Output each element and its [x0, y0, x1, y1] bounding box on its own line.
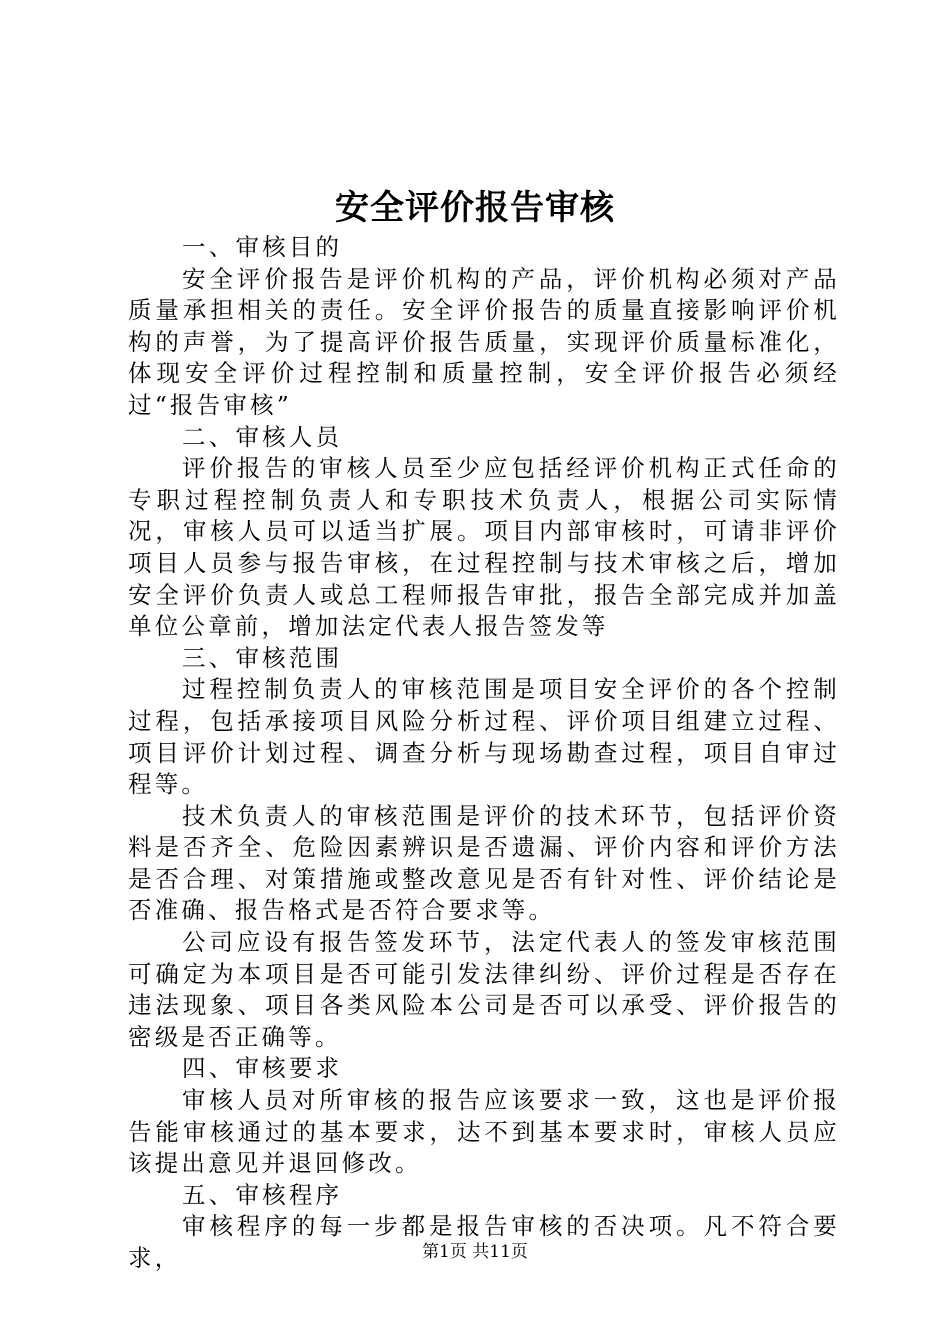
- paragraph-procedure: 审核程序的每一步都是报告审核的否决项。凡不符合要求，: [128, 1212, 840, 1272]
- section-heading-personnel: 二、审核人员: [182, 422, 343, 451]
- section-heading-procedure: 五、审核程序: [182, 1180, 343, 1209]
- paragraph-personnel: 评价报告的审核人员至少应包括经评价机构正式任命的专职过程控制负责人和专职技术负责人，根据公司实际情况，审核人员可以适当扩展。项目内部审核时，可请非评价项目人员参与报告审核，在过程控制与技术审核之后，增加安全评价负责人或总工程师报告审批，报告全部完成并加盖单位公章前，增加法定代表人报告签发等: [128, 454, 840, 641]
- section-heading-requirements: 四、审核要求: [182, 1054, 343, 1083]
- paragraph-purpose: 安全评价报告是评价机构的产品，评价机构必须对产品质量承担相关的责任。安全评价报告的质量直接影响评价机构的声誉，为了提高评价报告质量，实现评价质量标准化，体现安全评价过程控制和质量控制，安全评价报告必须经过“报告审核”: [128, 264, 840, 419]
- paragraph-requirements: 审核人员对所审核的报告应该要求一致，这也是评价报告能审核通过的基本要求，达不到基本要求时，审核人员应该提出意见并退回修改。: [128, 1086, 840, 1178]
- document-body: [128, 232, 840, 1275]
- section-heading-purpose: 一、审核目的: [182, 233, 343, 261]
- paragraph-scope-technical: 技术负责人的审核范围是评价的技术环节，包括评价资料是否齐全、危险因素辨识是否遗漏、评价内容和评价方法是否合理、对策措施或整改意见是否有针对性、评价结论是否准确、报告格式是否符合要求等。: [128, 801, 840, 925]
- paragraph-scope-signoff: 公司应设有报告签发环节，法定代表人的签发审核范围可确定为本项目是否可能引发法律纠纷、评价过程是否存在违法现象、项目各类风险本公司是否可以承受、评价报告的密级是否正确等。: [128, 928, 840, 1051]
- section-heading-scope: 三、审核范围: [182, 643, 343, 672]
- document-title: 安全评价报告审核: [335, 188, 615, 228]
- paragraph-scope-process: 过程控制负责人的审核范围是项目安全评价的各个控制过程，包括承接项目风险分析过程、评价项目组建立过程、项目评价计划过程、调查分析与现场勘查过程，项目自审过程等。: [128, 675, 840, 799]
- page-footer: 第1页 共11页: [422, 1242, 528, 1262]
